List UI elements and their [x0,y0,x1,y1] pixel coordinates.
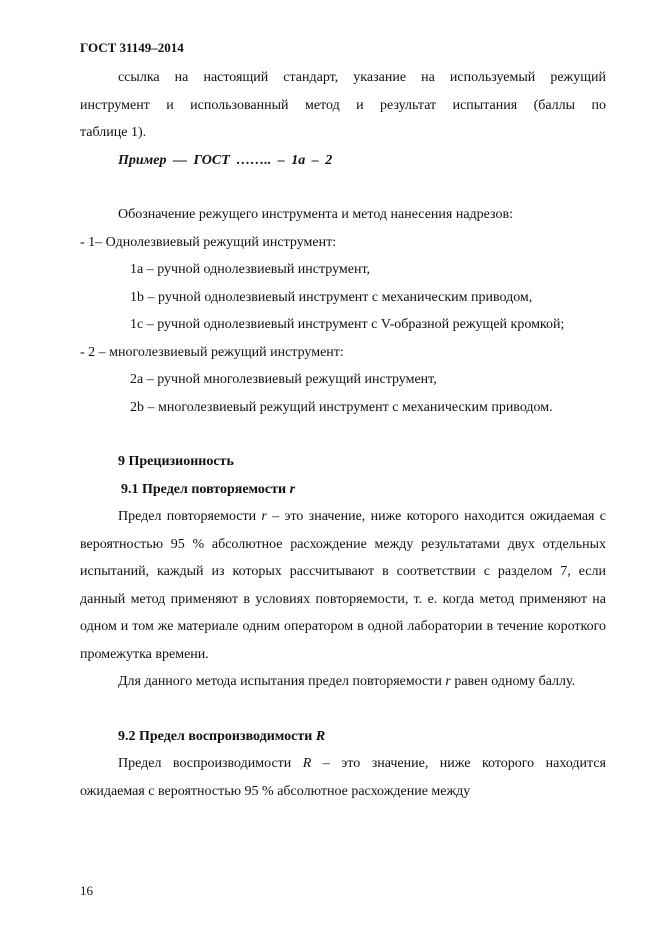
multi-blade-label: - 2 – многолезвиевый режущий инструмент: [80,344,344,360]
section-9-1-title-text: 9.1 Предел повторяемости [121,481,290,497]
tool-item-2a: 2а – ручной многолезвиевый режущий инструмент, [130,372,437,387]
s91-p2-before: Для данного метода испытания предел повторяемости [118,674,446,689]
tool-item-1b: 1b – ручной однолезвиевый инструмент с механическим приводом, [130,289,533,305]
s92-p1-symbol: R [302,756,312,771]
spacer [80,421,606,448]
section-9-1-paragraph-2 [80,668,606,696]
tool-item-2b: 2b – многолезвиевый режущий инструмент с механическим приводом. [130,399,553,415]
intro-line-1: ссылка на настоящий стандарт, указание на используемый режущий [118,70,606,85]
section-9-2-title [80,723,606,751]
page-number: 16 [80,883,93,898]
standard-header: ГОСТ 31149–2014 [80,40,184,55]
s91-p1-after: – это значение, ниже которого находится ожидаемая с вероятностью 95 % абсолютное расхождение между результатами двух отдельных испытаний, каждый из которых рассчитывают в соответствии с разделом 7, если данный метод применяют в условиях повторяемости, т. е. когда метод применяют на одном и том же материале одним оператором в одной лаборатории в течение короткого промежутка времени. [80,509,606,662]
s92-p1-after: – это значение, ниже которого находится ожидаемая с вероятностью 95 % абсолютное расхождение между [80,756,606,799]
s91-p1-before: Предел повторяемости [118,509,262,524]
spacer [80,696,606,723]
intro-line-3: таблице 1). [80,125,147,140]
s91-p2-symbol: r [445,674,451,689]
intro-line-2: инструмент и использованный метод и результат испытания (баллы по [80,97,606,113]
tool-item-1a: 1а – ручной однолезвиевый инструмент, [130,262,371,277]
section-9-2-title-symbol: R [315,728,326,744]
tools-title: Обозначение режущего инструмента и метод нанесения надрезов: [118,207,513,222]
section-9-title: 9 Прецизионность [118,454,234,469]
s92-p1-before: Предел воспроизводимости [118,756,303,771]
section-9-2-paragraph-1 [80,750,606,805]
s91-p2-after: равен одному баллу. [450,674,576,689]
section-9-2-title-text: 9.2 Предел воспроизводимости [118,728,316,744]
single-blade-label: - 1– Однолезвиевый режущий инструмент: [80,234,337,250]
page-content [80,64,606,805]
spacer [80,174,606,201]
example-designation: Пример — ГОСТ …….. – 1а – 2 [118,152,333,168]
section-9-1-paragraph-1 [80,503,606,668]
tool-item-1c: 1с – ручной однолезвиевый инструмент с V-образной режущей кромкой; [130,317,565,332]
s91-p1-symbol: r [261,509,267,524]
section-9-1-title-symbol: r [289,481,296,497]
section-9-1-title [80,476,606,504]
